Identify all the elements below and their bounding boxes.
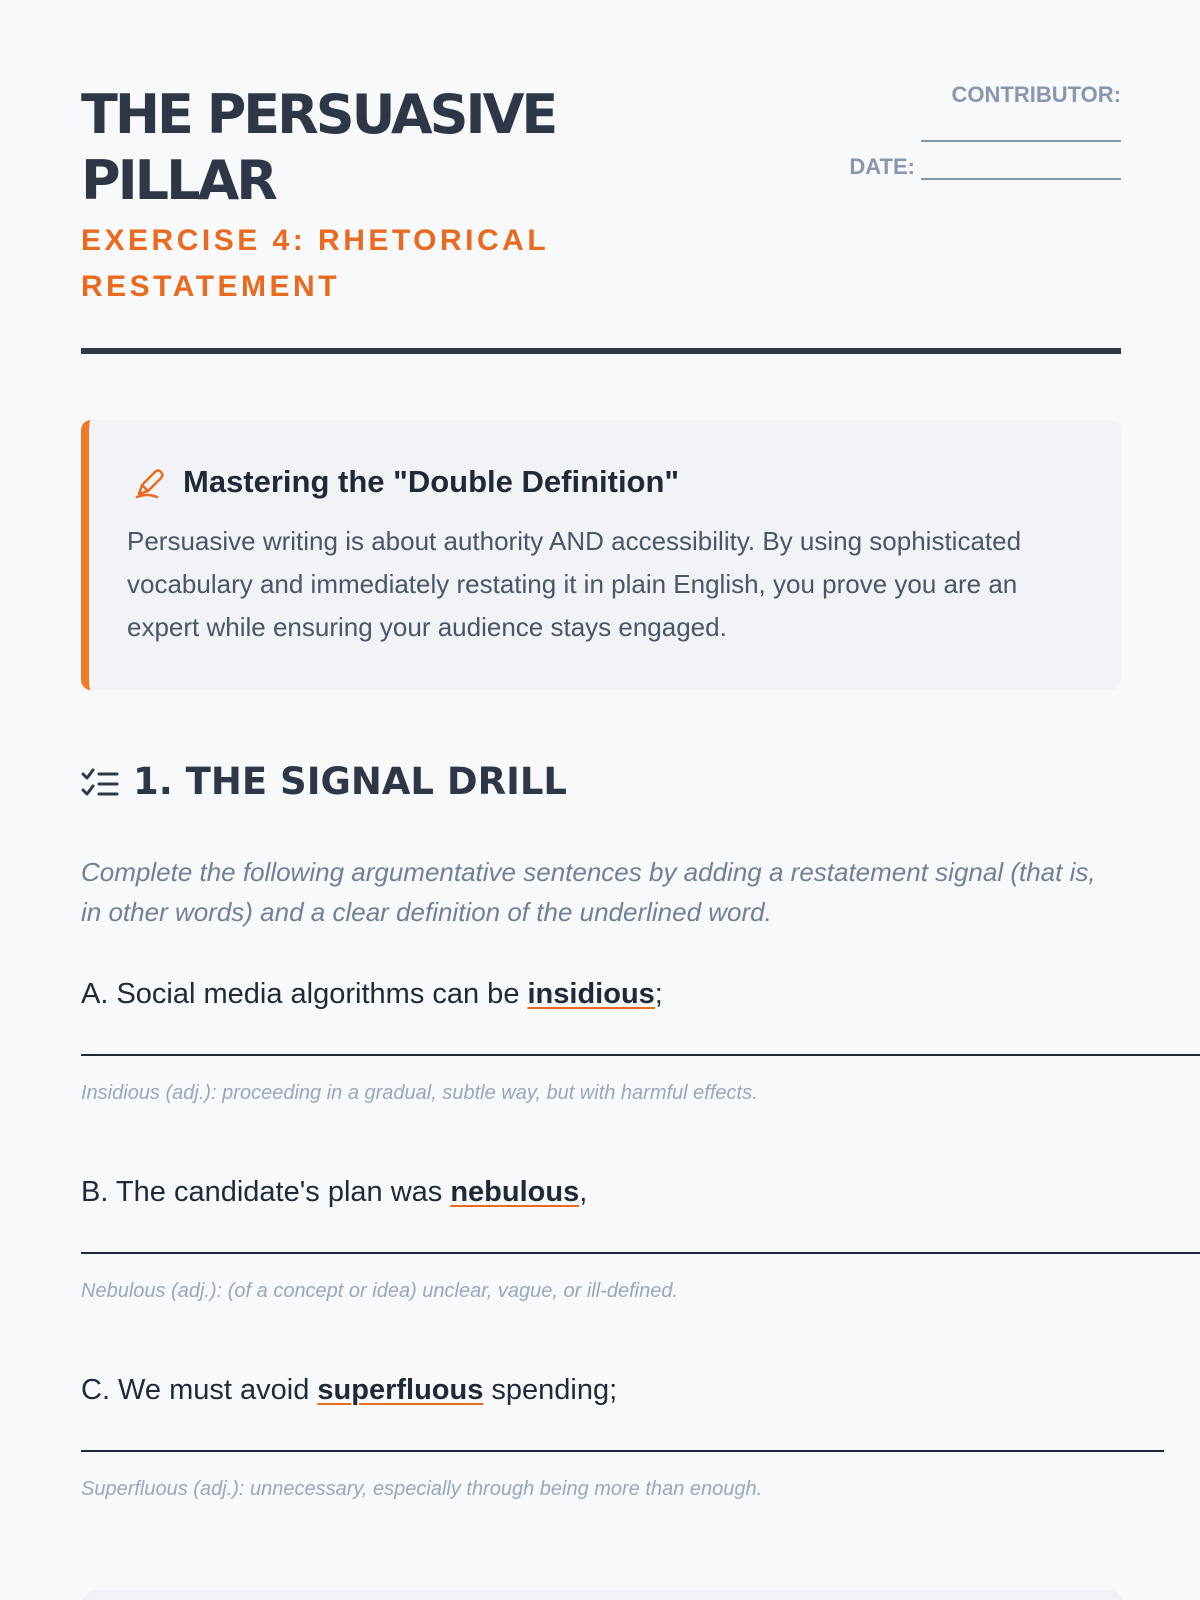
target-term: insidious xyxy=(527,978,655,1010)
worksheet-title: THE PERSUASIVE PILLAR xyxy=(81,83,556,212)
next-section-card xyxy=(81,1590,1125,1600)
worksheet-subtitle: EXERCISE 4: RHETORICAL RESTATEMENT xyxy=(81,224,549,303)
exercise-prompt xyxy=(81,978,663,1011)
answer-line[interactable] xyxy=(81,1054,1200,1056)
date-row xyxy=(801,154,1121,182)
prompt-suffix: ; xyxy=(654,978,663,1010)
prompt-text: C. We must avoid xyxy=(81,1374,318,1406)
target-term: nebulous xyxy=(450,1176,580,1208)
prompt-text: B. The candidate's plan was xyxy=(81,1176,451,1208)
callout-body: Persuasive writing is about authority AND accessibility. By using sophisticated vocabulary and immediately restating it in plain English, you prove you are an expert while ensuring your audience stays engaged. xyxy=(127,526,1022,642)
date-field[interactable] xyxy=(921,156,1121,180)
answer-line[interactable] xyxy=(81,1450,1164,1452)
exercise-prompt xyxy=(81,1374,617,1407)
prompt-suffix: spending; xyxy=(483,1374,618,1406)
definition-hint: Insidious (adj.): proceeding in a gradual, subtle way, but with harmful effects. xyxy=(81,1082,758,1104)
worksheet-header xyxy=(81,82,1121,352)
contributor-field[interactable] xyxy=(921,122,1121,142)
tip-callout xyxy=(81,420,1121,690)
callout-title: Mastering the "Double Definition" xyxy=(183,464,680,499)
contributor-label: CONTRIBUTOR: xyxy=(951,82,1121,107)
date-label: DATE: xyxy=(849,154,915,179)
section-instructions: Complete the following argumentative sentences by adding a restatement signal (that is, in other words) and a clear definition of the underlined word. xyxy=(81,857,1096,927)
exercise-prompt xyxy=(81,1176,587,1209)
target-term: superfluous xyxy=(317,1374,484,1406)
pen-icon xyxy=(133,466,167,500)
definition-hint: Superfluous (adj.): unnecessary, especially through being more than enough. xyxy=(81,1478,763,1500)
checklist-icon xyxy=(81,768,119,802)
answer-line[interactable] xyxy=(81,1252,1200,1254)
prompt-suffix: , xyxy=(579,1176,588,1208)
definition-hint: Nebulous (adj.): (of a concept or idea) unclear, vague, or ill-defined. xyxy=(81,1280,679,1302)
prompt-text: A. Social media algorithms can be xyxy=(81,978,528,1010)
section-title: 1. THE SIGNAL DRILL xyxy=(133,760,568,803)
header-divider xyxy=(81,348,1121,354)
section-heading xyxy=(81,756,881,806)
